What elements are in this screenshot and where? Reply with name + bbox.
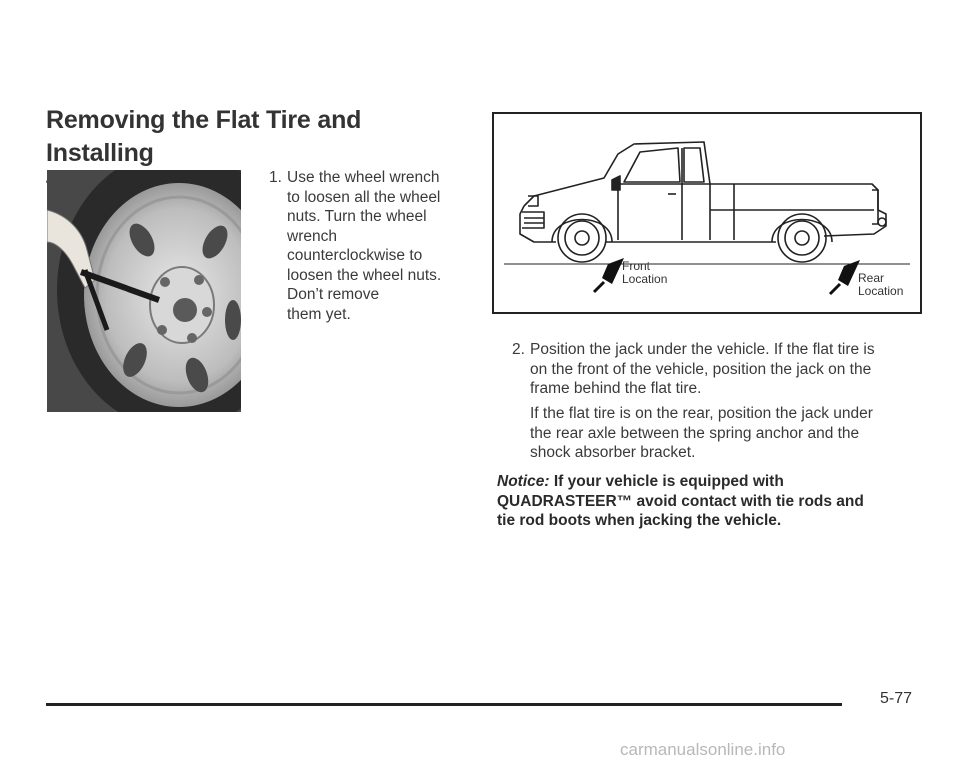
step-2-line: frame behind the flat tire.: [530, 380, 702, 397]
step-1-line: to loosen all the wheel: [287, 188, 441, 206]
step-1-line: nuts. Turn the wheel: [287, 208, 427, 225]
footer-rule: [46, 703, 842, 706]
heading-line-1: Removing the Flat Tire and Installing: [46, 106, 362, 167]
step-2-continuation-line: shock absorber bracket.: [530, 444, 696, 461]
step-1-line: loosen the wheel nuts.: [287, 266, 442, 284]
step-2-text: [530, 340, 930, 399]
step-2-continuation: [530, 404, 930, 463]
step-1-number: 1.: [269, 169, 282, 186]
page-number: 5-77: [880, 690, 913, 707]
step-2-line: Position the jack under the vehicle. If the flat tire is: [530, 341, 875, 358]
rear-location-label: [858, 272, 903, 298]
step-2-number: 2.: [512, 341, 525, 358]
step-1-text: [287, 168, 472, 324]
step-1-line: wrench: [287, 227, 337, 245]
wheel-wrench-photo: [47, 170, 241, 412]
step-2-line: on the front of the vehicle, position the jack on the: [530, 360, 872, 378]
notice-lead: Notice:: [497, 473, 550, 490]
step-2-continuation-line: If the flat tire is on the rear, position the jack under: [530, 405, 873, 422]
step-1-line: Use the wheel wrench: [287, 169, 440, 186]
front-location-label: [622, 260, 667, 286]
notice-line: tie rod boots when jacking the vehicle.: [497, 512, 782, 529]
front-label-line: Front: [622, 259, 651, 273]
step-1-line: counterclockwise to: [287, 247, 423, 264]
step-1-line: them yet.: [287, 305, 351, 323]
front-location-arrow-icon: [602, 258, 624, 284]
front-label-line: Location: [622, 272, 668, 286]
step-2-continuation-line: the rear axle between the spring anchor and the: [530, 424, 860, 442]
rear-label-line: Rear: [858, 271, 885, 285]
notice-line: QUADRASTEER™ avoid contact with tie rods and: [497, 492, 864, 510]
step-1-line: Don’t remove: [287, 286, 380, 303]
jack-location-diagram: [492, 112, 922, 314]
pickup-truck-illustration: [494, 114, 920, 312]
notice-block: [497, 472, 927, 531]
watermark: carmanualsonline.info: [620, 740, 786, 759]
notice-line: If your vehicle is equipped with: [553, 473, 784, 490]
rear-label-line: Location: [858, 284, 904, 298]
